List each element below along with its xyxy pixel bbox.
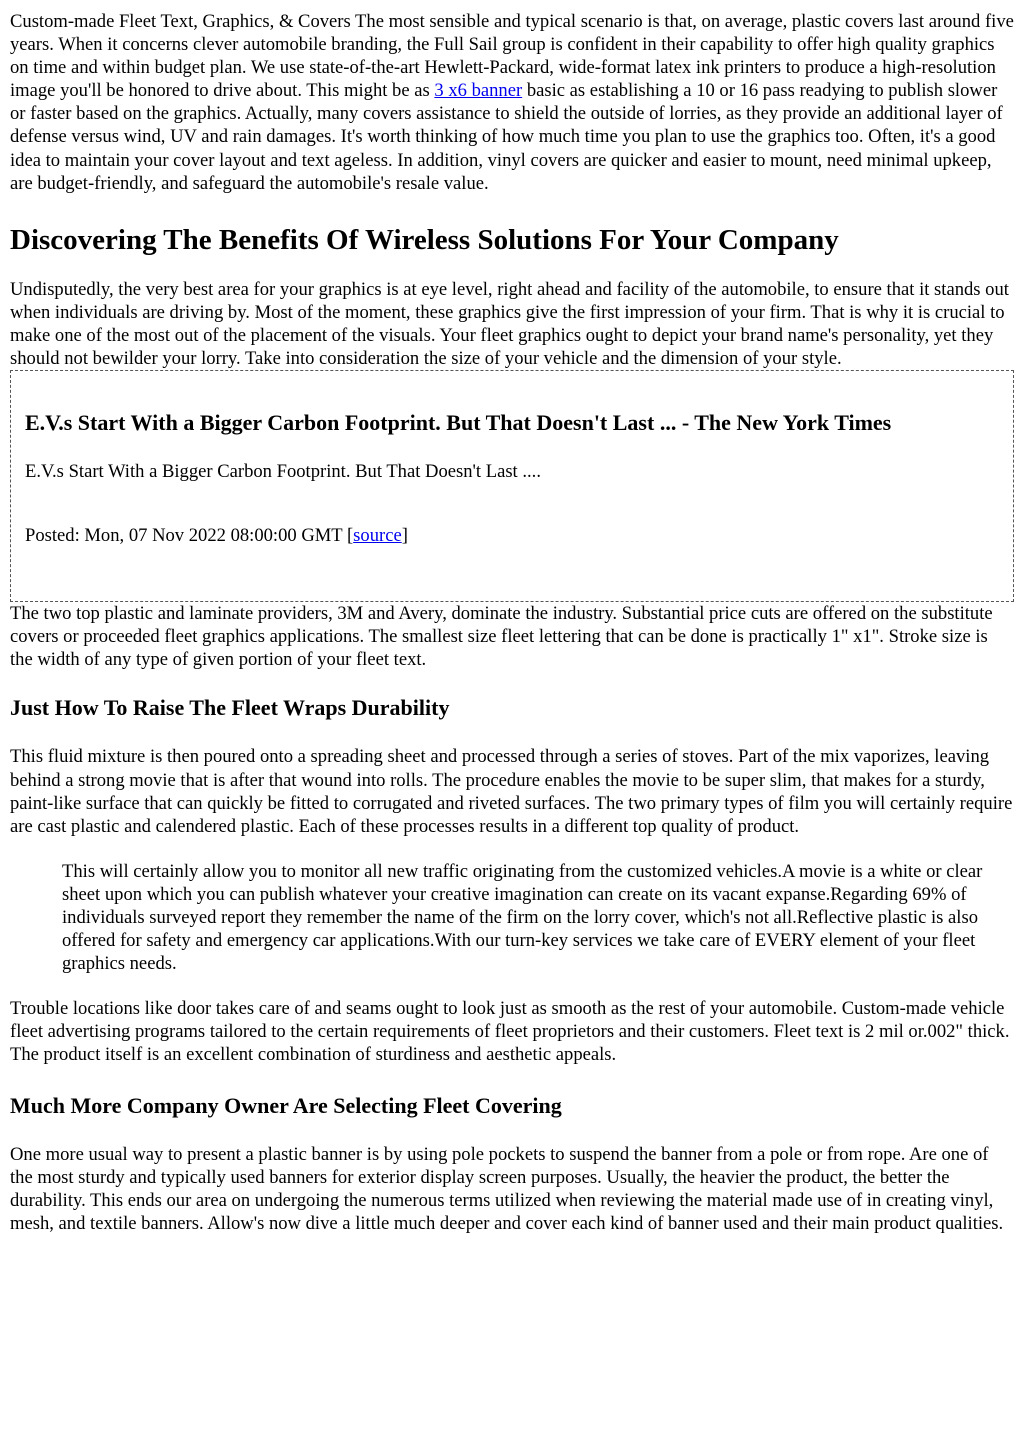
section2-paragraph: This fluid mixture is then poured onto a spreading sheet and processed through a series of stoves. Part of the mix vaporizes, leaving behind a strong movie that is after that wound into rolls. The procedure enables the movie to be super slim, that makes for a sturdy, paint-like surface that can quickly be fitted to corrugated and riveted surfaces. The two primary types of film you will certainly require are cast plastic and calendered plastic. Each of these processes results in a different top quality of product. [10,746,1013,837]
news-posted [25,524,999,547]
intro-paragraph [10,0,1014,195]
section2-closing-paragraph: Trouble locations like door takes care of and seams ought to look just as smooth as the rest of your automobile. Custom-made vehicle fleet advertising programs tailored to the certain requirements of fleet proprietors and their customers. Fleet text is 2 mil or.002" thick. The product itself is an excellent combination of sturdiness and aesthetic appeals. [10,998,1010,1066]
news-excerpt: E.V.s Start With a Bigger Carbon Footprint. But That Doesn't Last .... [25,461,541,483]
intro-text-before-link: Custom-made Fleet Text, Graphics, & Covers The most sensible and typical scenario is that, on average, plastic covers last around five years. When it concerns clever automobile branding, the Full Sail group is confident in their capability to offer high quality graphics on time and within budget plan. We use state-of-the-art Hewlett-Packard, wide-format latex ink printers to produce a high-resolution image you'll be honored to drive about. This might be as [10,11,1014,102]
news-title: E.V.s Start With a Bigger Carbon Footprint. But That Doesn't Last ... - The New York Times [25,410,892,436]
section-heading-durability: Just How To Raise The Fleet Wraps Durability [10,695,450,721]
after-news-paragraph: The two top plastic and laminate providers, 3M and Avery, dominate the industry. Substantial price cuts are offered on the substitute covers or proceeded fleet graphics applications. The smallest size fleet lettering that can be done is practically 1" x1". Stroke size is the width of any type of given portion of your fleet text. [10,603,993,671]
banner-link[interactable]: 3 x6 banner [434,80,523,102]
news-box [10,370,1014,602]
section-heading-wireless: Discovering The Benefits Of Wireless Solutions For Your Company [10,223,839,256]
quote-text: This will certainly allow you to monitor all new traffic originating from the customized vehicles.A movie is a white or clear sheet upon which you can publish whatever your creative imagination can create on its vacant expanse.Regarding 69% of individuals surveyed report they remember the name of the firm on the lorry cover, which's not all.Reflective plastic is also offered for safety and emergency car applications.With our turn-key services we take care of EVERY element of your fleet graphics needs. [62,860,983,975]
posted-date: Posted: Mon, 07 Nov 2022 08:00:00 GMT [ [25,525,354,547]
section-heading-covering: Much More Company Owner Are Selecting Fleet Covering [10,1092,562,1118]
section3-paragraph: One more usual way to present a plastic banner is by using pole pockets to suspend the banner from a pole or from rope. Are one of the most sturdy and typically used banners for exterior display screen purposes. Usually, the heavier the product, the better the durability. This ends our area on undergoing the numerous terms utilized when reviewing the material made use of in creating vinyl, mesh, and textile banners. Allow's now dive a little much deeper and cover each kind of banner used and their main product qualities. [10,1143,1004,1234]
intro-text-after-link: basic as establishing a 10 or 16 pass readying to publish slower or faster based on the graphics. Actually, many covers assistance to shield the outside of lorries, as they provide an additional layer of defense versus wind, UV and rain damages. It's worth thinking of how much time you plan to use the graphics too. Often, it's a good idea to maintain your cover layout and text ageless. In addition, vinyl covers are quicker and easier to mount, need minimal upkeep, are budget-friendly, and safeguard the automobile's resale value. [10,80,1003,194]
posted-suffix: ] [401,525,408,547]
quote-block [62,860,1014,975]
section1-paragraph: Undisputedly, the very best area for your graphics is at eye level, right ahead and facility of the automobile, to ensure that it stands out when individuals are driving by. Most of the moment, these graphics give the first impression of your firm. That is why it is crucial to make one of the most out of the placement of the visuals. Your fleet graphics ought to depict your brand name's personality, yet they should not bewilder your lorry. Take into consideration the size of your vehicle and the dimension of your style. [10,278,1009,370]
source-link[interactable]: source [353,525,402,547]
